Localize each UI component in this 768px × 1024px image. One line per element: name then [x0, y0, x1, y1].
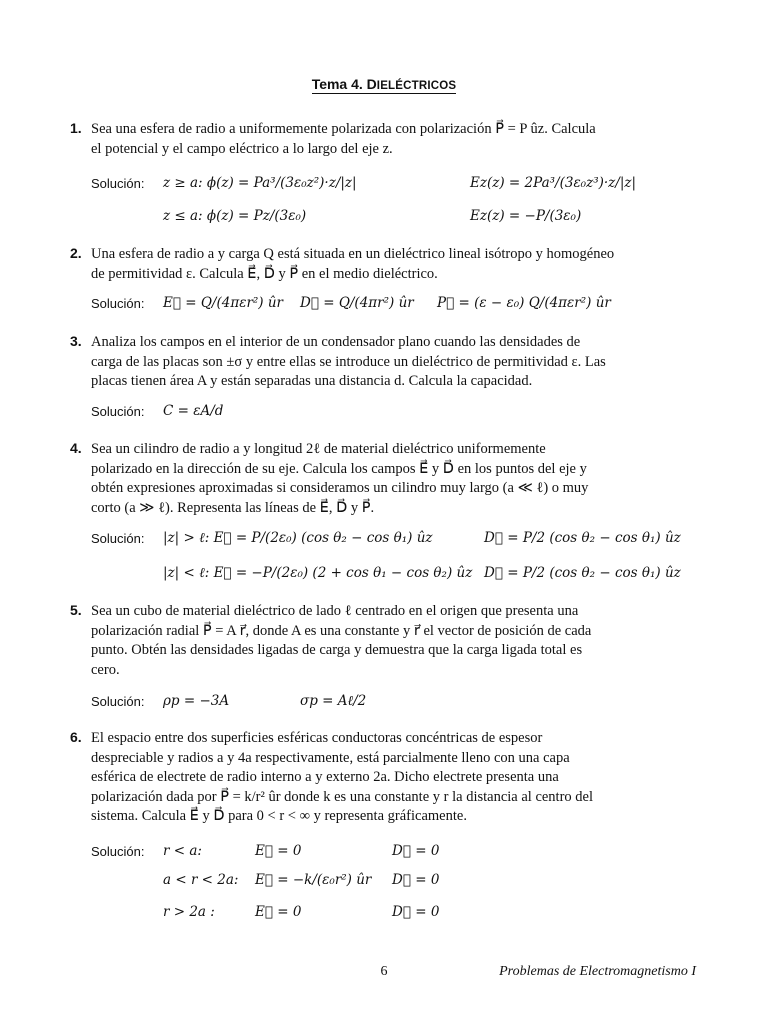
problem-3: [70, 333, 696, 392]
problem-line: polarizado en la dirección de su eje. Calcula los campos E⃗ y D⃗ en los puntos del eje y: [91, 460, 587, 477]
solution-equation: r < a:: [163, 843, 202, 859]
solution-equation: r > 2a :: [163, 904, 215, 920]
problem-line: despreciable y radios a y 4a respectivamente, está parcialmente lleno con una capa: [91, 749, 570, 766]
problem-line: de permitividad ε. Calcula E⃗, D⃗ y P⃗ en el medio dieléctrico.: [91, 265, 438, 282]
solution-label: Solución:: [91, 694, 145, 709]
solution-label: Solución:: [91, 844, 145, 859]
problem-line: El espacio entre dos superficies esféricas conductoras concéntricas de espesor: [91, 730, 543, 746]
problem-line: cero.: [91, 661, 120, 678]
solution-equation: D⃗ = P/2 (cos θ₂ − cos θ₁) ûz: [484, 565, 681, 581]
solution-equation: E⃗ = Q/(4πεr²) ûr: [163, 295, 284, 311]
problem-statement: [91, 729, 696, 827]
solution-equation: D⃗ = 0: [392, 872, 440, 888]
solution-equation: Ez(z) = −P/(3ε₀): [470, 208, 582, 224]
problem-line: carga de las placas son ±σ y entre ellas se introduce un dieléctrico de permitividad ε. Las: [91, 353, 606, 370]
problem-line: sistema. Calcula E⃗ y D⃗ para 0 < r < ∞ y representa gráficamente.: [91, 808, 467, 824]
solution-label: Solución:: [91, 296, 145, 311]
problem-2: [70, 245, 696, 284]
solution-equation: E⃗ = 0: [255, 904, 302, 920]
problem-1: [70, 120, 696, 159]
solution-equation: |z| > ℓ: E⃗ = P/(2ε₀) (cos θ₂ − cos θ₁) ûz: [163, 530, 433, 546]
solution-equation: C = εA/d: [163, 403, 224, 419]
problem-line: punto. Obtén las densidades ligadas de carga y demuestra que la carga ligada total es: [91, 642, 583, 658]
solution-equation: |z| < ℓ: E⃗ = −P/(2ε₀) (2 + cos θ₁ − cos θ₂) ûz: [163, 565, 473, 581]
problem-line: Una esfera de radio a y carga Q está situada en un dieléctrico lineal isótropo y homogéneo: [91, 246, 615, 262]
solution-equation: z ≤ a: ϕ(z) = Pz/(3ε₀): [163, 208, 307, 224]
solution-equation: P⃗ = (ε − ε₀) Q/(4πεr²) ûr: [437, 295, 611, 311]
solution-equation: z ≥ a: ϕ(z) = Pa³/(3ε₀z²)·z/|z|: [163, 175, 357, 191]
problem-line: polarización radial P⃗ = A r⃗, donde A es una constante y r⃗ el vector de posición de cada: [91, 622, 592, 639]
problem-line: Sea un cubo de material dieléctrico de lado ℓ centrado en el origen que presenta una: [91, 603, 579, 619]
solution-equation: D⃗ = P/2 (cos θ₂ − cos θ₁) ûz: [484, 530, 681, 546]
problem-statement: [91, 245, 696, 284]
problem-statement: [91, 333, 696, 392]
problem-line: el potencial y el campo eléctrico a lo largo del eje z.: [91, 140, 393, 157]
problem-line: corto (a ≫ ℓ). Representa las líneas de E⃗, D⃗ y P⃗.: [91, 499, 375, 516]
problem-statement: [91, 120, 696, 159]
problem-number: 2.: [70, 245, 82, 261]
solution-label: Solución:: [91, 531, 145, 546]
problem-line: polarización dada por P⃗ = k/r² ûr donde k es una constante y r la distancia al centro del: [91, 788, 594, 805]
problem-4: [70, 440, 696, 518]
problem-number: 6.: [70, 729, 82, 745]
problem-line: Sea un cilindro de radio a y longitud 2ℓ de material dieléctrico uniformemente: [91, 441, 546, 457]
problem-line: placas tienen área A y están separadas una distancia d. Calcula la capacidad.: [91, 373, 533, 389]
title-smallcaps: IELÉCTRICOS: [376, 80, 457, 92]
problem-statement: [91, 602, 696, 680]
problem-line: Sea una esfera de radio a uniformemente polarizada con polarización P⃗ = P ûz. Calcula: [91, 121, 596, 137]
page-title: [0, 76, 768, 92]
solution-equation: σp = Aℓ/2: [300, 693, 367, 709]
solution-equation: E⃗ = 0: [255, 843, 302, 859]
book-title: Problemas de Electromagnetismo I: [499, 964, 696, 979]
problem-number: 4.: [70, 440, 82, 456]
solution-label: Solución:: [91, 176, 145, 191]
problem-line: Analiza los campos en el interior de un condensador plano cuando las densidades de: [91, 334, 581, 350]
problem-line: obtén expresiones aproximadas si consideramos un cilindro muy largo (a ≪ ℓ) o muy: [91, 480, 589, 496]
problem-line: esférica de electrete de radio interno a y externo 2a. Dicho electrete presenta una: [91, 769, 559, 785]
solution-equation: Ez(z) = 2Pa³/(3ε₀z³)·z/|z|: [470, 175, 637, 191]
problem-statement: [91, 440, 696, 518]
solution-equation: D⃗ = 0: [392, 904, 440, 920]
problem-number: 5.: [70, 602, 82, 618]
problem-number: 1.: [70, 120, 82, 136]
problem-number: 3.: [70, 333, 82, 349]
problem-6: [70, 729, 696, 827]
solution-equation: E⃗ = −k/(ε₀r²) ûr: [255, 872, 372, 888]
solution-label: Solución:: [91, 404, 145, 419]
problem-5: [70, 602, 696, 680]
solution-equation: D⃗ = 0: [392, 843, 440, 859]
solution-equation: a < r < 2a:: [163, 872, 239, 888]
solution-equation: D⃗ = Q/(4πr²) ûr: [300, 295, 414, 311]
page-number: 6: [380, 964, 388, 979]
solution-equation: ρp = −3A: [163, 693, 230, 709]
title-prefix: Tema 4. D: [311, 76, 377, 92]
